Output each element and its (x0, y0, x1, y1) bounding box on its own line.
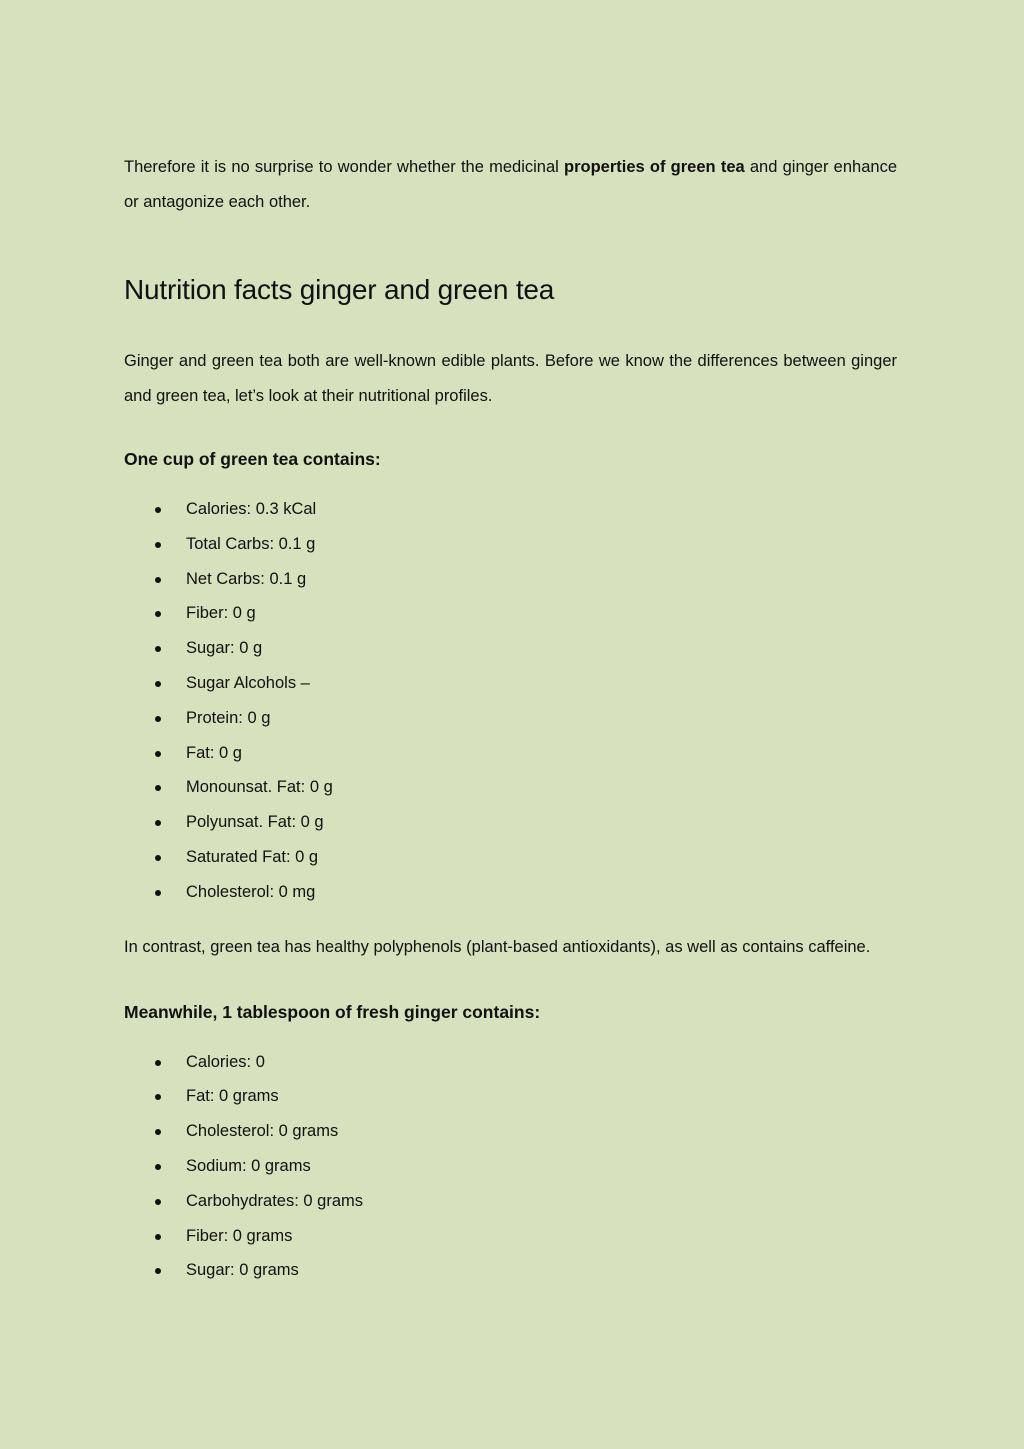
list-item-text: Calories: 0.3 kCal (186, 500, 317, 518)
list-item-text: Sugar: 0 grams (186, 1261, 299, 1280)
list-item-text: Saturated Fat: 0 g (186, 847, 319, 866)
bullet-icon (155, 1060, 161, 1066)
bullet-icon (155, 1199, 161, 1205)
list-item-text: Protein: 0 g (186, 708, 271, 727)
list-item-text: Cholesterol: 0 mg (186, 882, 316, 901)
list-item-text: Sugar Alcohols – (186, 673, 310, 692)
bullet-icon (155, 1129, 161, 1135)
bullet-icon (155, 785, 161, 791)
list-item-text: Sodium: 0 grams (186, 1156, 311, 1175)
list-item-text: Sugar: 0 g (186, 639, 263, 658)
list-item (124, 736, 897, 771)
list-item-text: Total Carbs: 0.1 g (186, 534, 316, 553)
bullet-icon (155, 507, 161, 513)
list-item-text: Calories: 0 (186, 1052, 265, 1071)
list-item-text: Carbohydrates: 0 grams (186, 1191, 363, 1210)
list-item (124, 492, 897, 527)
intro-paragraph (124, 150, 897, 220)
bullet-icon (155, 542, 161, 548)
ginger-nutrient-list (124, 1045, 897, 1289)
bullet-icon (155, 1164, 161, 1170)
list-item (124, 1253, 897, 1288)
bullet-icon (155, 646, 161, 652)
intro-text-start: Therefore it is no surprise to wonder whether the medicinal (124, 158, 565, 176)
intro-text-end: and ginger enhance or antagonize each other. (124, 158, 897, 211)
bullet-icon (155, 1094, 161, 1100)
bullet-icon (155, 681, 161, 687)
bullet-icon (155, 611, 161, 617)
list-item-text: Fiber: 0 g (186, 604, 256, 623)
bullet-icon (155, 1268, 161, 1274)
bullet-icon (155, 1234, 161, 1240)
list-item (124, 527, 897, 562)
list-item (124, 596, 897, 631)
section-heading: Nutrition facts ginger and green tea (124, 274, 555, 305)
list-item (124, 666, 897, 701)
list-item (124, 1045, 897, 1080)
list-item (124, 1114, 897, 1149)
bullet-icon (155, 577, 161, 583)
list-item (124, 805, 897, 840)
document-page (124, 150, 897, 1288)
ginger-heading: Meanwhile, 1 tablespoon of fresh ginger contains: (124, 1001, 541, 1022)
list-item-text: Fiber: 0 grams (186, 1226, 293, 1245)
list-item-text: Monounsat. Fat: 0 g (186, 778, 333, 797)
list-item-text: Fat: 0 grams (186, 1087, 279, 1106)
list-item (124, 631, 897, 666)
bullet-icon (155, 855, 161, 861)
list-item (124, 1079, 897, 1114)
bullet-icon (155, 890, 161, 896)
green-tea-heading: One cup of green tea contains: (124, 449, 381, 469)
bullet-icon (155, 716, 161, 722)
list-item-text: Fat: 0 g (186, 743, 242, 762)
list-item (124, 1149, 897, 1184)
list-item (124, 562, 897, 597)
list-item (124, 1219, 897, 1254)
intro-bold-link-text: properties of green tea (564, 158, 745, 176)
list-item (124, 1184, 897, 1219)
green-tea-nutrient-list (124, 492, 897, 910)
list-item (124, 701, 897, 736)
list-item (124, 840, 897, 875)
contrast-paragraph: In contrast, green tea has healthy polyphenols (plant-based antioxidants), as well as contains caffeine. (124, 937, 871, 956)
nutrition-intro-paragraph: Ginger and green tea both are well-known edible plants. Before we know the differences between ginger and green tea, let’s look at their nutritional profiles. (124, 352, 897, 405)
bullet-icon (155, 751, 161, 757)
bullet-icon (155, 820, 161, 826)
list-item-text: Polyunsat. Fat: 0 g (186, 813, 324, 832)
list-item (124, 770, 897, 805)
list-item (124, 875, 897, 910)
list-item-text: Cholesterol: 0 grams (186, 1122, 339, 1141)
list-item-text: Net Carbs: 0.1 g (186, 569, 307, 588)
